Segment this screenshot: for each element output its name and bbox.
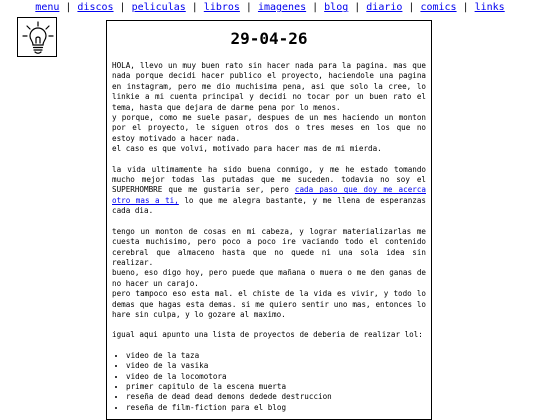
nav-separator: | — [312, 2, 319, 13]
list-item: • reseña de dead dead demons dedede destruccion — [126, 392, 426, 402]
nav-link-peliculas[interactable]: peliculas — [131, 2, 186, 13]
nav-link-imagenes[interactable]: imagenes — [257, 2, 307, 13]
top-nav — [0, 2, 540, 14]
projects-list — [112, 351, 426, 413]
nav-link-discos[interactable]: discos — [77, 2, 114, 13]
site-logo[interactable] — [17, 17, 57, 57]
nav-link-links[interactable]: links — [474, 2, 505, 13]
nav-separator: | — [408, 2, 415, 13]
nav-link-diario[interactable]: diario — [366, 2, 403, 13]
nav-separator: | — [245, 2, 252, 13]
list-item: • video de la locomotora — [126, 372, 426, 382]
nav-link-blog[interactable]: blog — [324, 2, 349, 13]
entry-paragraph: tengo un monton de cosas en mi cabeza, y lograr materializarlas me cuesta muchisimo, pero poco a poco ire vaciando todo el contenido cerebral que almaceno hasta que no quede ni una sola idea sin realizar. bueno, eso digo hoy, pero puede que mañana o muera o me den ganas de no hacer un carajo. pero tampoco eso esta mal. el chiste de la vida es vivir, y todo lo demas que hagas esta demas. si me quiero sentir uno mas, entonces lo hare sin culpa, y lo gozare al maximo. — [112, 226, 426, 319]
entry-paragraph: HOLA, llevo un muy buen rato sin hacer nada para la pagina. mas que nada porque decidi hacer publico el proyecto, haciendole una pagina en instagram, pero me dio muchisima pena, asi que solo la cree, lo linkie a mi cuenta principal y decidi no tocar por un buen rato el tema, hasta que dejara de darme pena por lo menos. y porque, como me suele pasar, despues de un mes haciendo un monton por el proyecto, le siguen otros dos o tres meses en los que no estoy motivado a hacer nada. el caso es que volvi, motivado para hacer mas de mi mierda. — [112, 61, 426, 154]
nav-separator: | — [65, 2, 72, 13]
list-item: • video de la vasika — [126, 361, 426, 371]
diary-entry — [106, 20, 432, 420]
list-item: • video de la taza — [126, 351, 426, 361]
entry-date: 29-04-26 — [230, 29, 308, 48]
nav-separator: | — [354, 2, 361, 13]
inline-link[interactable]: cada paso que doy me acerca otro mas a ti, — [112, 185, 426, 205]
lightbulb-icon — [22, 21, 54, 55]
nav-separator: | — [462, 2, 469, 13]
entry-paragraph: igual aqui apunto una lista de proyectos de deberia de realizar lol: — [112, 330, 423, 340]
nav-link-libros[interactable]: libros — [203, 2, 240, 13]
list-item: • reseña de film-fiction para el blog — [126, 403, 426, 413]
nav-link-menu[interactable]: menu — [35, 2, 60, 13]
nav-link-comics[interactable]: comics — [420, 2, 457, 13]
nav-separator: | — [119, 2, 126, 13]
entry-paragraph: la vida ultimamente ha sido buena conmigo, y me he estado tomando mucho mejor todas las putadas que me suceden. todavia no soy el SUPERHOMBRE que me gustaria ser, pero cada paso que doy me acerca otro mas a ti, lo que me alegra bastante, y me llena de esperanzas cada dia. — [112, 164, 426, 216]
list-item: • primer capitulo de la escena muerta — [126, 382, 426, 392]
nav-separator: | — [191, 2, 198, 13]
